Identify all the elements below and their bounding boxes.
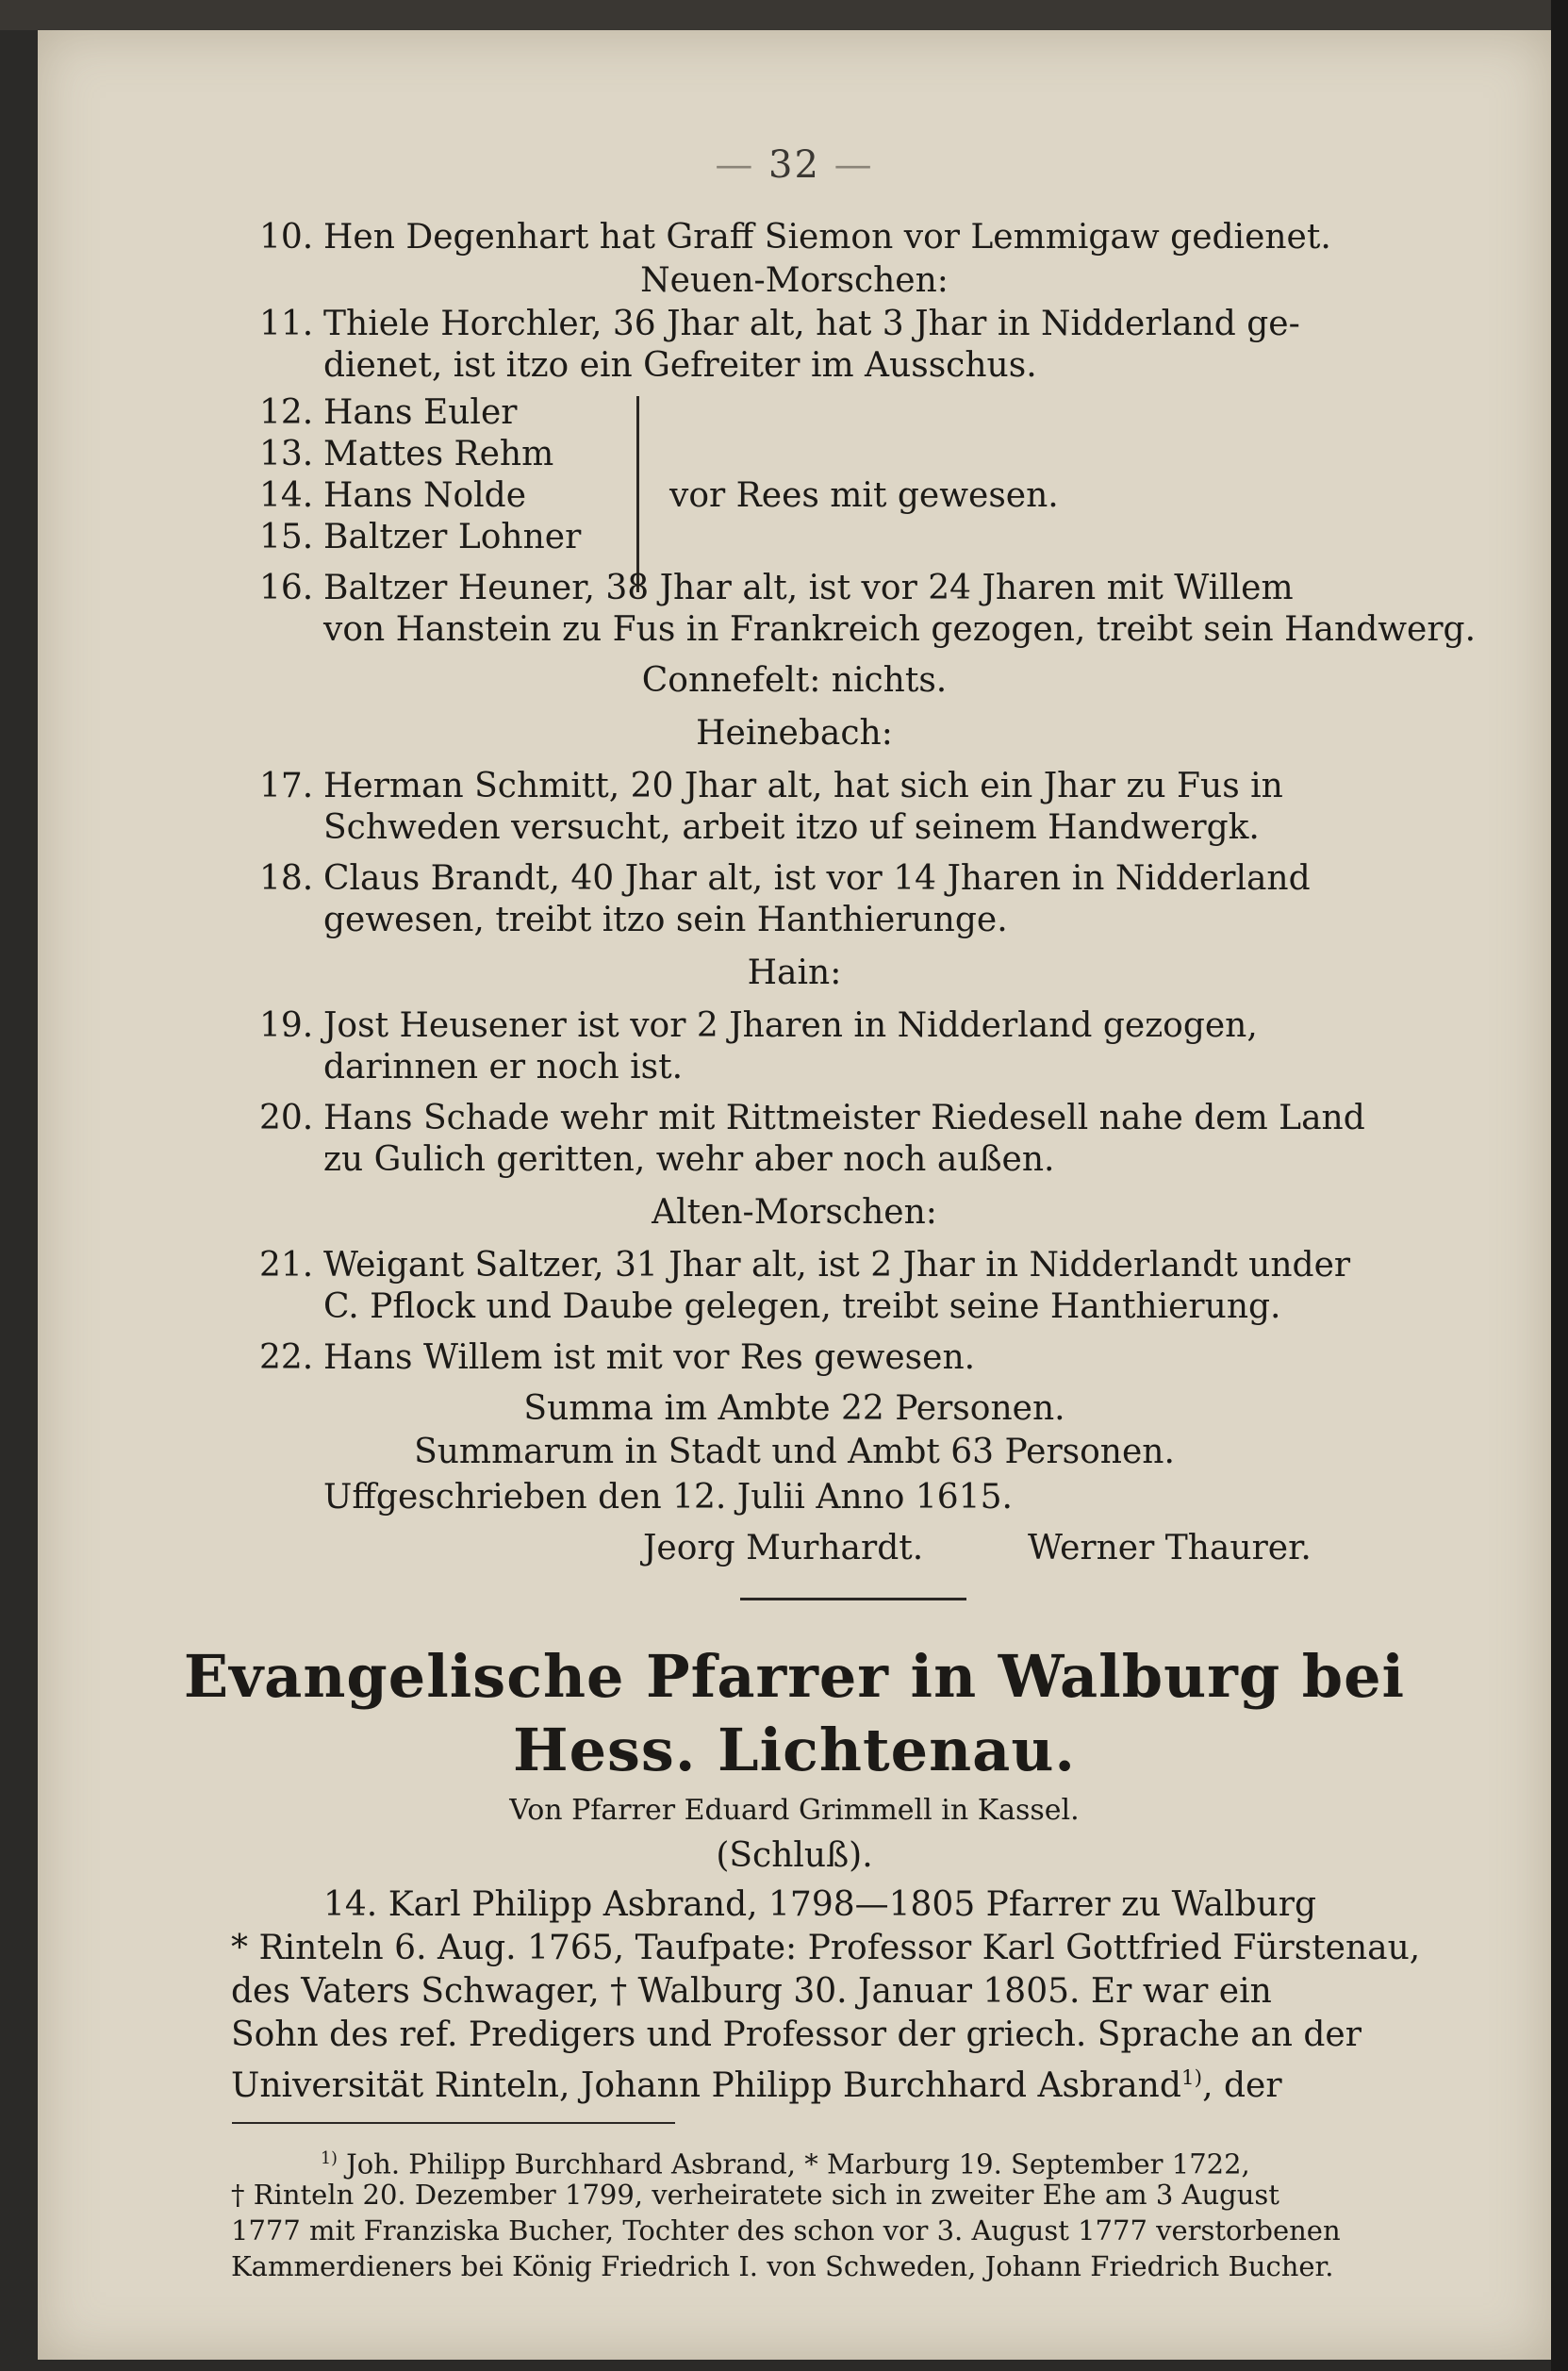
entry-line: Hans Euler [323, 393, 518, 432]
entry-number: 16. [259, 569, 314, 607]
entry-line: Baltzer Lohner [323, 518, 582, 556]
body-line: Universität Rinteln, Johann Philipp Burchhard Asbrand$^{1)}$, der [231, 2066, 1282, 2105]
footnote-line: † Rinteln 20. Dezember 1799, verheiratete sich in zweiter Ehe am 3 August [231, 2179, 1279, 2211]
grouping-brace [636, 396, 652, 592]
body-line: 14. Karl Philipp Asbrand, 1798—1805 Pfarrer zu Walburg [323, 1885, 1316, 1924]
book-page [38, 30, 1551, 2360]
entry-line: Weigant Saltzer, 31 Jhar alt, ist 2 Jhar in Nidderlandt under [323, 1246, 1351, 1285]
section-heading-connefelt: Connefelt: nichts. [641, 661, 948, 700]
body-line: * Rinteln 6. Aug. 1765, Taufpate: Professor Karl Gottfried Fürstenau, [231, 1929, 1421, 1967]
entry-number: 10. [259, 218, 314, 257]
entry-number: 13. [259, 435, 314, 473]
entry-number: 15. [259, 518, 314, 556]
entry-line: Hans Schade wehr mit Rittmeister Riedesell nahe dem Land [323, 1099, 1365, 1137]
entry-number: 14. [259, 476, 314, 515]
entry-line: Herman Schmitt, 20 Jhar alt, hat sich ein Jhar zu Fus in [323, 767, 1283, 805]
summa-line: Summa im Ambte 22 Personen. [523, 1389, 1065, 1428]
footnote-mark: 1) [321, 2149, 338, 2168]
entry-line: Jost Heusener ist vor 2 Jharen in Nidderland gezogen, [323, 1006, 1258, 1045]
scan-top-edge [0, 0, 1568, 30]
entry-line: Hen Degenhart hat Graff Siemon vor Lemmigaw gedienet. [323, 218, 1331, 257]
entry-line: darinnen er noch ist. [323, 1048, 684, 1086]
entry-line: von Hanstein zu Fus in Frankreich gezogen, treibt sein Handwerg. [323, 610, 1477, 649]
footnote-line: 1777 mit Franziska Bucher, Tochter des schon vor 3. August 1777 verstorbenen [231, 2214, 1341, 2247]
section-heading-heinebach: Heinebach: [696, 714, 893, 753]
entry-number: 22. [259, 1338, 314, 1377]
entry-number: 19. [259, 1006, 314, 1045]
entry-number: 20. [259, 1099, 314, 1137]
entry-line: Claus Brandt, 40 Jhar alt, ist vor 14 Jharen in Nidderland [323, 859, 1311, 898]
section-heading-neuen-morschen: Neuen-Morschen: [640, 261, 949, 300]
footnote-line: Kammerdieners bei König Friedrich I. von Schweden, Johann Friedrich Bucher. [231, 2250, 1334, 2282]
section-heading-hain: Hain: [747, 953, 842, 992]
entry-line: zu Gulich geritten, wehr aber noch außen. [323, 1140, 1055, 1179]
entry-line: Baltzer Heuner, 38 Jhar alt, ist vor 24 Jharen mit Willem [323, 569, 1294, 607]
article-title-line2: Hess. Lichtenau. [513, 1716, 1076, 1784]
entry-line: C. Pflock und Daube gelegen, treibt seine Hanthierung. [323, 1287, 1281, 1326]
entry-line: gewesen, treibt itzo sein Hanthierunge. [323, 901, 1008, 939]
entry-line: dienet, ist itzo ein Gefreiter im Ausschus. [323, 346, 1037, 385]
entry-number: 11. [259, 305, 314, 343]
body-line: des Vaters Schwager, † Walburg 30. Januar 1805. Er war ein [231, 1972, 1272, 2011]
scan-right-edge [1551, 0, 1568, 2371]
date-line: Uffgeschrieben den 12. Julii Anno 1615. [323, 1478, 1013, 1517]
section-divider [740, 1598, 966, 1600]
entry-line: Hans Willem ist mit vor Res gewesen. [323, 1338, 976, 1377]
footnote-reference: 1) [1180, 2066, 1203, 2090]
section-heading-alten-morschen: Alten-Morschen: [652, 1193, 937, 1232]
entry-line: Thiele Horchler, 36 Jhar alt, hat 3 Jhar in Nidderland ge- [323, 305, 1300, 343]
article-byline: Von Pfarrer Eduard Grimmell in Kassel. [509, 1794, 1080, 1827]
page-number: — 32 — [715, 143, 874, 187]
entry-line: Mattes Rehm [323, 435, 554, 473]
footnote-line: $^{1)}$ Joh. Philipp Burchhard Asbrand, * Marburg 19. September 1722, [321, 2147, 1250, 2180]
summarum-line: Summarum in Stadt und Ambt 63 Personen. [414, 1433, 1175, 1471]
entry-number: 17. [259, 767, 314, 805]
footnote-rule [232, 2122, 675, 2124]
brace-annotation: vor Rees mit gewesen. [669, 476, 1059, 515]
signature-murhardt: Jeorg Murhardt. [643, 1529, 924, 1567]
signature-thaurer: Werner Thaurer. [1028, 1529, 1312, 1567]
entry-line: Hans Nolde [323, 476, 526, 515]
entry-line: Schweden versucht, arbeit itzo uf seinem Handwergk. [323, 808, 1260, 847]
body-line: Sohn des ref. Predigers und Professor der griech. Sprache an der [231, 2015, 1362, 2054]
article-continuation-note: (Schluß). [716, 1836, 873, 1875]
entry-number: 21. [259, 1246, 314, 1285]
article-title-line1: Evangelische Pfarrer in Walburg bei [183, 1642, 1406, 1711]
entry-number: 18. [259, 859, 314, 898]
entry-number: 12. [259, 393, 314, 432]
